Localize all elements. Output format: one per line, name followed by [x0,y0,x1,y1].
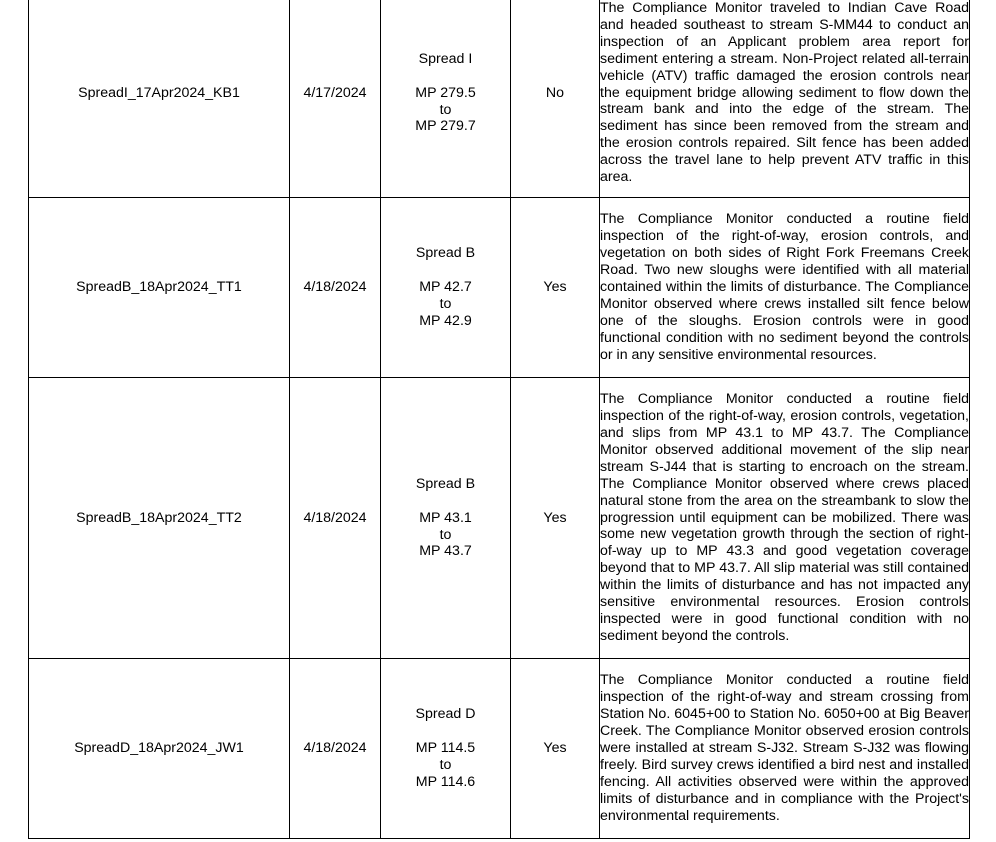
table-row [29,378,970,659]
report-id-cell: SpreadI_17Apr2024_KB1 [29,0,290,198]
milepost-end: MP 42.9 [419,312,472,329]
inspection-report-table [28,0,970,839]
flag-cell: No [511,0,600,198]
description-cell: The Compliance Monitor conducted a routine field inspection of the right-of-way, erosion controls, and vegetation on both sides of Right Fork Freemans Creek Road. Two new sloughs were identified with all material contained within the limits of disturbance. The Compliance Monitor observed where crews installed silt fence below one of the sloughs. Erosion controls were in good functional condition with no sediment beyond the controls or in any sensitive environmental resources. [600,198,970,378]
spread-label: Spread I [418,50,473,67]
milepost-end: MP 114.6 [415,773,476,790]
spread-label: Spread B [415,245,476,262]
location-cell [381,198,511,378]
location-cell [381,659,511,839]
milepost-end: MP 43.7 [419,543,472,560]
table-row [29,0,970,198]
location-block [415,51,475,136]
date-cell: 4/17/2024 [290,0,381,198]
milepost-to: to [439,526,452,543]
location-cell [381,378,511,659]
report-id-cell: SpreadB_18Apr2024_TT1 [29,198,290,378]
flag-cell: Yes [511,378,600,659]
table-row [29,659,970,839]
milepost-to: to [439,101,452,118]
description-cell: The Compliance Monitor conducted a routine field inspection of the right-of-way and stream crossing from Station No. 6045+00 to Station No. 6050+00 at Big Beaver Creek. The Compliance Monitor observed erosion controls were installed at stream S-J32. Stream S-J32 was flowing freely. Bird survey crews identified a bird nest and installed fencing. All activities observed were within the approved limits of disturbance and in compliance with the Project's environmental requirements. [600,659,970,839]
flag-cell: Yes [511,198,600,378]
milepost-start: MP 114.5 [415,740,476,757]
date-cell: 4/18/2024 [290,198,381,378]
location-block [416,245,475,330]
milepost-to: to [439,296,452,312]
location-block [416,706,476,791]
location-cell [381,0,511,198]
milepost-end: MP 279.7 [415,118,476,135]
report-id-cell: SpreadB_18Apr2024_TT2 [29,378,290,659]
date-cell: 4/18/2024 [290,378,381,659]
spread-label: Spread D [415,706,476,723]
milepost-start: MP 42.7 [419,279,472,296]
milepost-start: MP 43.1 [419,509,472,526]
description-cell: The Compliance Monitor conducted a routine field inspection of the right-of-way, erosion controls, vegetation, and slips from MP 43.1 to MP 43.7. The Compliance Monitor observed additional movement of the slip near stream S-J44 that is starting to encroach on the stream. The Compliance Monitor observed where crews placed natural stone from the area on the streambank to slow the progression until equipment can be mobilized. There was some new vegetation growth through the section of right-of-way up to MP 43.3 and good vegetation coverage beyond that to MP 43.7. All slip material was still contained within the limits of disturbance and has not impacted any sensitive environmental resources. Erosion controls inspected were in good functional condition with no sediment beyond the controls. [600,378,970,659]
date-cell: 4/18/2024 [290,659,381,839]
location-block [416,476,475,561]
milepost-to: to [439,757,452,773]
spread-label: Spread B [415,475,476,492]
milepost-start: MP 279.5 [415,84,476,101]
report-id-cell: SpreadD_18Apr2024_JW1 [29,659,290,839]
flag-cell: Yes [511,659,600,839]
table-row [29,198,970,378]
description-cell: The Compliance Monitor traveled to Indian Cave Road and headed southeast to stream S-MM44 to conduct an inspection of an Applicant problem area report for sediment entering a stream. Non-Project related all-terrain vehicle (ATV) traffic damaged the erosion controls near the equipment bridge allowing sediment to flow down the stream bank and into the edge of the stream. The sediment has since been removed from the stream and the erosion controls repaired. Silt fence has been added across the travel lane to help prevent ATV traffic in this area. [600,0,970,198]
